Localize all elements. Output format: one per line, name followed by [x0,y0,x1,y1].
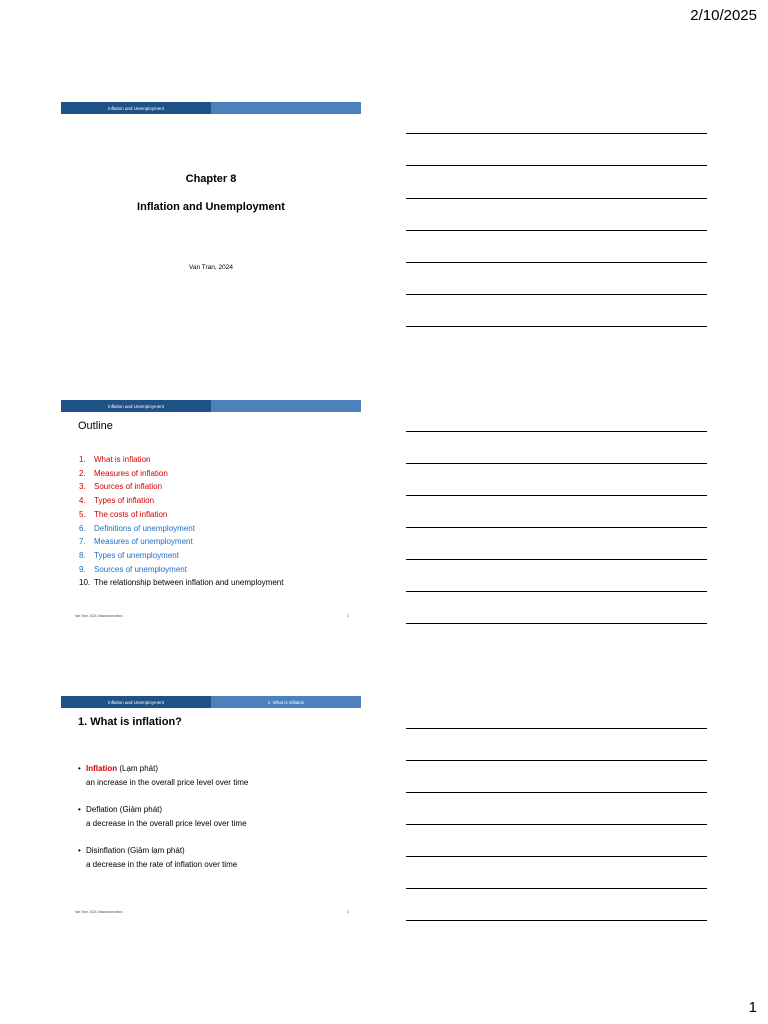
definition-desc: an increase in the overall price level over time [86,777,249,787]
definition-term-vn: (Giảm lạm phát) [125,846,185,855]
note-line [406,326,707,327]
outline-item-text: Types of inflation [94,496,155,506]
outline-item-text: The costs of inflation [94,509,168,519]
note-line [406,230,707,231]
slide-header-right [211,102,361,114]
note-line [406,856,707,857]
note-line [406,888,707,889]
slide-2-outline [61,400,361,625]
outline-item [79,522,283,536]
outline-item-text: Sources of inflation [94,482,163,492]
author-line: Van Tran, 2024 [189,264,233,271]
note-line [406,792,707,793]
definition-term: Inflation [86,764,118,773]
definition-desc: a decrease in the rate of inflation over time [86,859,238,869]
note-line [406,198,707,199]
outline-item-number: 9. [79,564,86,574]
outline-item [79,467,283,481]
slide-1-title [61,102,361,327]
outline-item [79,508,283,522]
outline-item-number: 6. [79,523,86,533]
page-number: 1 [748,999,757,1016]
outline-item-text: What is inflation [94,455,151,464]
definition-term: Disinflation [86,846,126,855]
outline-item [79,549,283,563]
outline-item-number: 2. [79,468,86,478]
slide-header-bar [61,102,361,114]
outline-item [79,453,283,467]
outline-item [79,480,283,494]
outline-item [79,494,283,508]
slide-header-left: Inflation and Unemployment [61,400,211,412]
bullet-icon: • [78,764,81,773]
outline-item [79,563,283,577]
note-line [406,165,707,166]
note-line [406,463,707,464]
outline-item-number: 4. [79,496,86,506]
slide-number: 3 [347,910,349,914]
slide-header-right: 1. What is inflation [211,696,361,708]
definition-desc: a decrease in the overall price level over time [86,818,247,828]
definition-inflation [78,762,248,789]
slide-header-left: Inflation and Unemployment [61,102,211,114]
slide-title: Inflation and Unemployment [137,201,285,213]
outline-item-number: 7. [79,537,86,547]
slide-footer-source: Van Tran, 2024, Macroeconomics [75,910,123,914]
outline-item-text: The relationship between inflation and unemployment [94,578,284,588]
note-line [406,527,707,528]
definition-term-vn: (Giảm phát) [117,805,163,814]
slide-footer-source: Van Tran, 2024, Macroeconomics [75,614,123,618]
note-line [406,728,707,729]
page-date: 2/10/2025 [690,7,757,24]
slide-header-left: Inflation and Unemployment [61,696,211,708]
definition-disinflation [78,844,237,871]
note-line [406,294,707,295]
slide-header-bar [61,696,361,708]
note-line [406,431,707,432]
outline-item-text: Types of unemployment [94,550,179,560]
outline-item-text: Measures of inflation [94,468,168,478]
slide-heading: Outline [78,420,113,432]
note-line [406,920,707,921]
note-line [406,559,707,560]
note-line [406,591,707,592]
slide-3-what-is-inflation [61,696,361,921]
slide-header-bar [61,400,361,412]
note-line [406,133,707,134]
chapter-label: Chapter 8 [185,173,237,185]
outline-item-number: 1. [79,455,86,464]
note-line [406,495,707,496]
note-line [406,262,707,263]
note-line [406,623,707,624]
outline-item-text: Definitions of unemployment [94,523,195,533]
outline-item-number: 10. [79,578,91,588]
note-line [406,824,707,825]
outline-item-number: 3. [79,482,86,492]
outline-item [79,535,283,549]
bullet-icon: • [78,846,81,855]
outline-item-number: 5. [79,509,86,519]
outline-item-number: 8. [79,550,86,560]
definition-deflation [78,803,247,830]
slide-header-right [211,400,361,412]
note-line [406,760,707,761]
outline-item-text: Measures of unemployment [94,537,193,547]
slide-number: 2 [347,614,349,618]
definition-term: Deflation [86,805,118,814]
definition-term-vn: (Lạm phát) [117,764,159,773]
slide-heading: 1. What is inflation? [78,716,182,728]
outline-item-text: Sources of unemployment [94,564,187,574]
bullet-icon: • [78,805,81,814]
outline-list [79,453,283,590]
outline-item [79,576,283,590]
